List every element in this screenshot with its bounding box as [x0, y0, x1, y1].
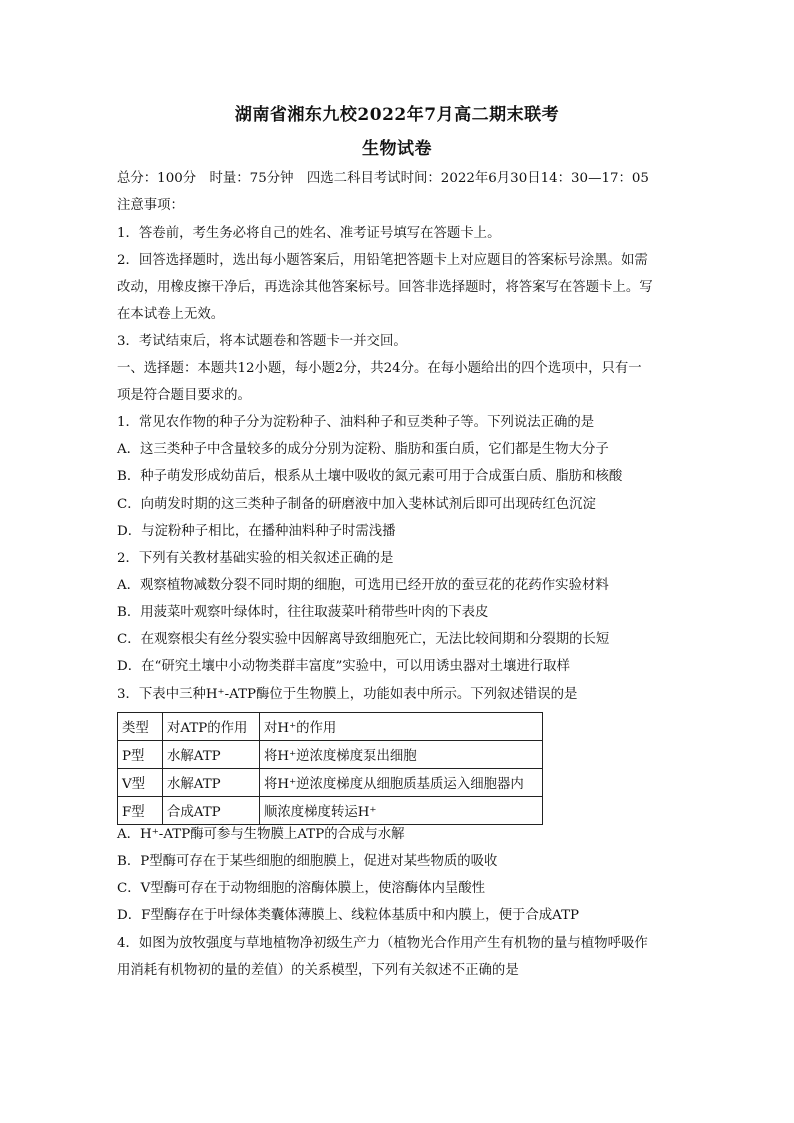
q4-line-1: 4．如图为放牧强度与草地植物净初级生产力（植物光合作用产生有机物的量与植物呼吸作: [117, 936, 648, 951]
q3-option-d: D．F型酶存在于叶绿体类囊体薄膜上、线粒体基质中和内膜上，便于合成ATP: [117, 908, 580, 923]
table-row: [118, 797, 543, 825]
table-cell: V型: [118, 769, 163, 797]
table-header-cell: 类型: [118, 713, 163, 741]
notice-item-3: 3．考试结束后，将本试题卷和答题卡一并交回。: [117, 334, 407, 349]
q3-option-c: C．V型酶可存在于动物细胞的溶酶体膜上，使溶酶体内呈酸性: [117, 881, 486, 896]
section-1-line-2: 项是符合题目要求的。: [117, 388, 251, 403]
table-cell: 水解ATP: [163, 741, 260, 769]
table-cell: F型: [118, 797, 163, 825]
q2-option-c: C．在观察根尖有丝分裂实验中因解离导致细胞死亡，无法比较间期和分裂期的长短: [117, 632, 610, 647]
notice-item-2-line-1: 2．回答选择题时，选出每小题答案后，用铅笔把答题卡上对应题目的答案标号涂黑。如需: [117, 253, 648, 268]
q1-option-a: A．这三类种子中含量较多的成分分别为淀粉、脂肪和蛋白质，它们都是生物大分子: [117, 442, 609, 457]
q2-stem: 2．下列有关教材基础实验的相关叙述正确的是: [117, 551, 394, 566]
q2-option-d: D．在“研究土壤中小动物类群丰富度”实验中，可以用诱虫器对土壤进行取样: [117, 659, 570, 674]
notice-item-2-line-2: 改动，用橡皮擦干净后，再选涂其他答案标号。回答非选择题时，将答案写在答题卡上。写: [117, 280, 653, 295]
q3-option-b: B．P型酶可存在于某些细胞的细胞膜上，促进对某些物质的吸收: [117, 854, 498, 869]
table-row: [118, 769, 543, 797]
atpase-table: [117, 712, 543, 825]
exam-title: 湖南省湘东九校2022年7月高二期末联考: [234, 105, 560, 125]
table-cell: 合成ATP: [163, 797, 260, 825]
table-row: [118, 741, 543, 769]
table-cell: 将H⁺逆浓度梯度从细胞质基质运入细胞器内: [260, 769, 543, 797]
q4-line-2: 用消耗有机物初的量的差值）的关系模型，下列有关叙述不正确的是: [117, 963, 519, 978]
table-cell: P型: [118, 741, 163, 769]
notice-item-2-line-3: 在本试卷上无效。: [117, 307, 225, 322]
notice-heading: 注意事项：: [117, 198, 184, 213]
table-header-cell: 对H⁺的作用: [260, 713, 543, 741]
exam-info: 总分：100分 时量：75分钟 四选二科目考试时间：2022年6月30日14：30—17：05: [117, 171, 649, 186]
table-header-row: [118, 713, 543, 741]
notice-item-1: 1．答卷前，考生务必将自己的姓名、准考证号填写在答题卡上。: [117, 226, 501, 241]
q3-option-a: A．H⁺-ATP酶可参与生物膜上ATP的合成与水解: [117, 827, 405, 842]
table-cell: 将H⁺逆浓度梯度泵出细胞: [260, 741, 543, 769]
q1-option-d: D．与淀粉种子相比，在播种油料种子时需浅播: [117, 524, 396, 539]
q2-option-a: A．观察植物减数分裂不同时期的细胞，可选用已经开放的蚕豆花的花药作实验材料: [117, 578, 609, 593]
table-cell: 顺浓度梯度转运H⁺: [260, 797, 543, 825]
q1-option-c: C．向萌发时期的这三类种子制备的研磨液中加入斐林试剂后即可出现砖红色沉淀: [117, 497, 596, 512]
q2-option-b: B．用菠菜叶观察叶绿体时，往往取菠菜叶稍带些叶肉的下表皮: [117, 605, 489, 620]
q1-stem: 1．常见农作物的种子分为淀粉种子、油料种子和豆类种子等。下列说法正确的是: [117, 415, 595, 430]
table-header-cell: 对ATP的作用: [163, 713, 260, 741]
q1-option-b: B．种子萌发形成幼苗后，根系从土壤中吸收的氮元素可用于合成蛋白质、脂肪和核酸: [117, 469, 623, 484]
table-cell: 水解ATP: [163, 769, 260, 797]
q3-stem: 3．下表中三种H⁺-ATP酶位于生物膜上，功能如表中所示。下列叙述错误的是: [117, 687, 578, 702]
section-1-line-1: 一、选择题：本题共12小题，每小题2分，共24分。在每小题给出的四个选项中，只有一: [117, 361, 642, 376]
exam-subtitle: 生物试卷: [362, 139, 432, 159]
